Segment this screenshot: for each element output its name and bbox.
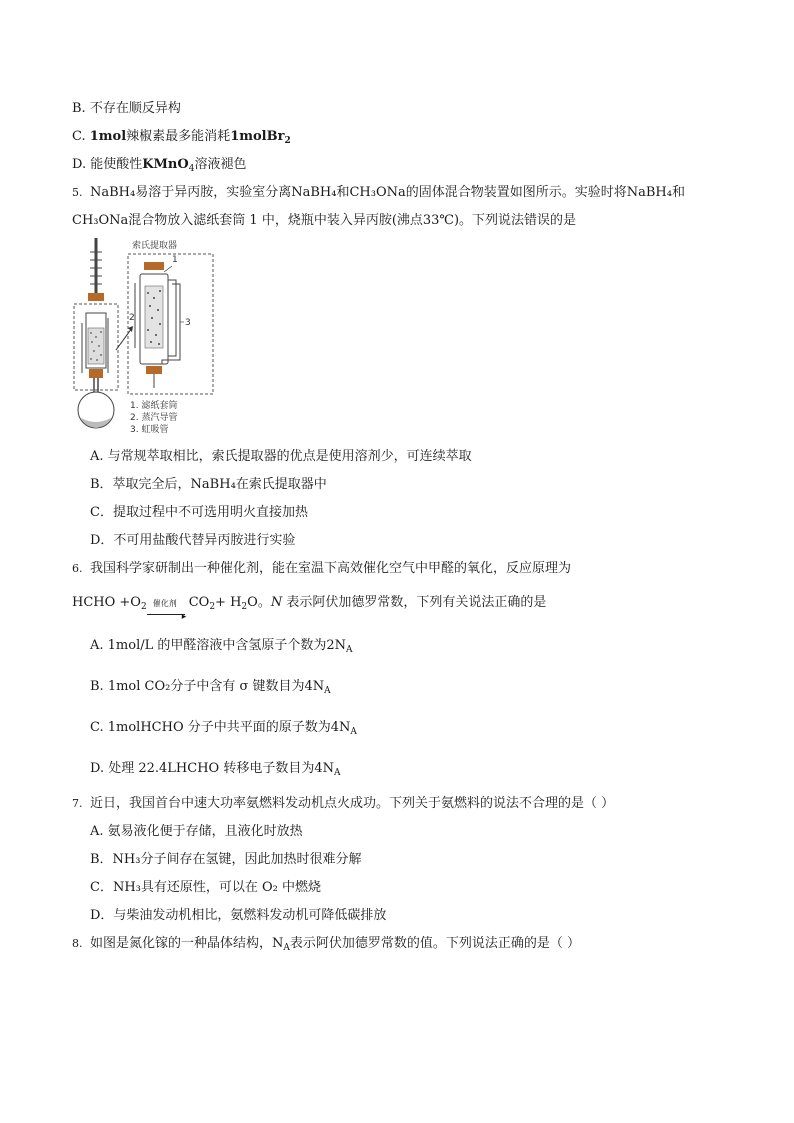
q4-d-kmno: KMnO	[142, 157, 189, 172]
q7-stem-text: 近日，我国首台中速大功率氨燃料发动机点火成功。下列关于氨燃料的说法不合理的是（ ）	[90, 796, 615, 811]
q6-line1-text: 我国科学家研制出一种催化剂，能在室温下高效催化空气中甲醛的氧化，反应原理为	[90, 561, 572, 576]
eq-tail: 表示阿伏加德罗常数，下列有关说法正确的是	[286, 595, 547, 610]
q6-stem-line1	[72, 561, 571, 577]
eq-o: O	[247, 595, 258, 610]
eq-na: N	[270, 595, 283, 610]
eq-sub-co2: 2	[209, 602, 216, 612]
q6-d-sub: A	[334, 768, 341, 778]
q4-option-c	[72, 129, 291, 149]
q8-number: 8.	[72, 937, 83, 950]
q6-d-text: D. 处理 22.4LHCHO 转移电子数目为4N	[90, 761, 334, 776]
q7-stem	[72, 796, 614, 812]
q6-option-c	[90, 720, 357, 740]
q5-stem-line2: CH₃ONa混合物放入滤纸套筒 1 中，烧瓶中装入异丙胺(沸点33℃)。下列说法错误的是	[72, 213, 577, 228]
q6-a-text: A. 1mol/L 的甲醛溶液中含氢原子个数为2N	[90, 638, 347, 653]
eq-co: CO	[188, 595, 210, 610]
q5-number: 5.	[72, 186, 83, 199]
q4-option-d	[72, 157, 246, 177]
eq-h: + H	[215, 595, 242, 610]
q4-c-sub: 2	[284, 136, 291, 146]
q6-c-text: C. 1molHCHO 分子中共平面的原子数为4N	[90, 720, 351, 735]
q8-stem	[72, 936, 580, 956]
q6-a-sub: A	[346, 645, 353, 655]
legend-1: 1. 滤纸套筒	[130, 401, 178, 411]
q6-number: 6.	[72, 562, 83, 575]
q6-equation-line: HCHO $+O_2$ 催化剂 ▸ $CO_2+ H_2O$。N 表示阿伏加德罗常数，下列有关说法正确的是	[72, 595, 547, 622]
q5-option-c: C．提取过程中不可选用明火直接加热	[90, 505, 308, 520]
q6-c-sub: A	[350, 727, 357, 737]
legend-2: 2. 蒸汽导管	[130, 413, 178, 423]
diagram-title: 索氏提取器	[132, 241, 178, 251]
q7-option-b: B．NH₃分子间存在氢键，因此加热时很难分解	[90, 852, 362, 867]
diagram-label-1: 1	[172, 255, 178, 265]
q7-option-c: C．NH₃具有还原性，可以在 O₂ 中燃烧	[90, 880, 322, 895]
diagram-label-3: 3	[185, 318, 191, 328]
catalyst-label: 催化剂	[152, 599, 177, 608]
q4-c-mid: 辣椒素最多能消耗	[126, 129, 231, 144]
q6-option-d	[90, 761, 341, 781]
eq-sub-o2: 2	[140, 602, 147, 612]
q7-option-d: D．与柴油发动机相比，氨燃料发动机可降低碳排放	[90, 908, 387, 923]
q6-option-b	[90, 679, 331, 699]
eq-left: HCHO +O	[72, 595, 141, 610]
q4-c-prefix: C.	[72, 129, 90, 144]
q5-stem-line1	[72, 185, 685, 201]
q4-c-mol: 1mol	[89, 129, 127, 144]
q4-d-prefix: D. 能使酸性	[72, 157, 143, 172]
q7-option-a: A. 氨易液化便于存储，且液化时放热	[90, 824, 303, 839]
eq-period: 。	[257, 595, 271, 610]
diagram-label-2: 2	[129, 313, 135, 323]
q6-b-text: B. 1mol CO₂分子中含有 σ 键数目为4N	[90, 679, 325, 694]
q5-option-b: B．萃取完全后，NaBH₄在索氏提取器中	[90, 477, 327, 492]
q8-sub: A	[283, 943, 290, 953]
legend-3: 3. 虹吸管	[130, 425, 169, 435]
q7-number: 7.	[72, 797, 83, 810]
q4-d-sub: 4	[188, 164, 195, 174]
q4-c-br: 1molBr	[230, 129, 285, 144]
soxhlet-extractor-diagram	[72, 238, 217, 438]
q4-option-b: B. 不存在顺反异构	[72, 101, 181, 116]
q5-option-a: A. 与常规萃取相比，索氏提取器的优点是使用溶剂少，可连续萃取	[90, 449, 472, 464]
q6-b-sub: A	[324, 686, 331, 696]
q4-d-post: 溶液褪色	[194, 157, 247, 172]
q5-option-d: D．不可用盐酸代替异丙胺进行实验	[90, 533, 296, 548]
q8-stem-text: 如图是氮化镓的一种晶体结构，N	[90, 936, 284, 951]
eq-sub-h2: 2	[241, 602, 248, 612]
q5-line1-text: NaBH₄易溶于异丙胺，实验室分离NaBH₄和CH₃ONa的固体混合物装置如图所示。实验时将NaBH₄和	[90, 185, 685, 200]
q6-option-a	[90, 638, 353, 658]
q8-stem-text2: 表示阿伏加德罗常数的值。下列说法正确的是（ ）	[289, 936, 581, 951]
